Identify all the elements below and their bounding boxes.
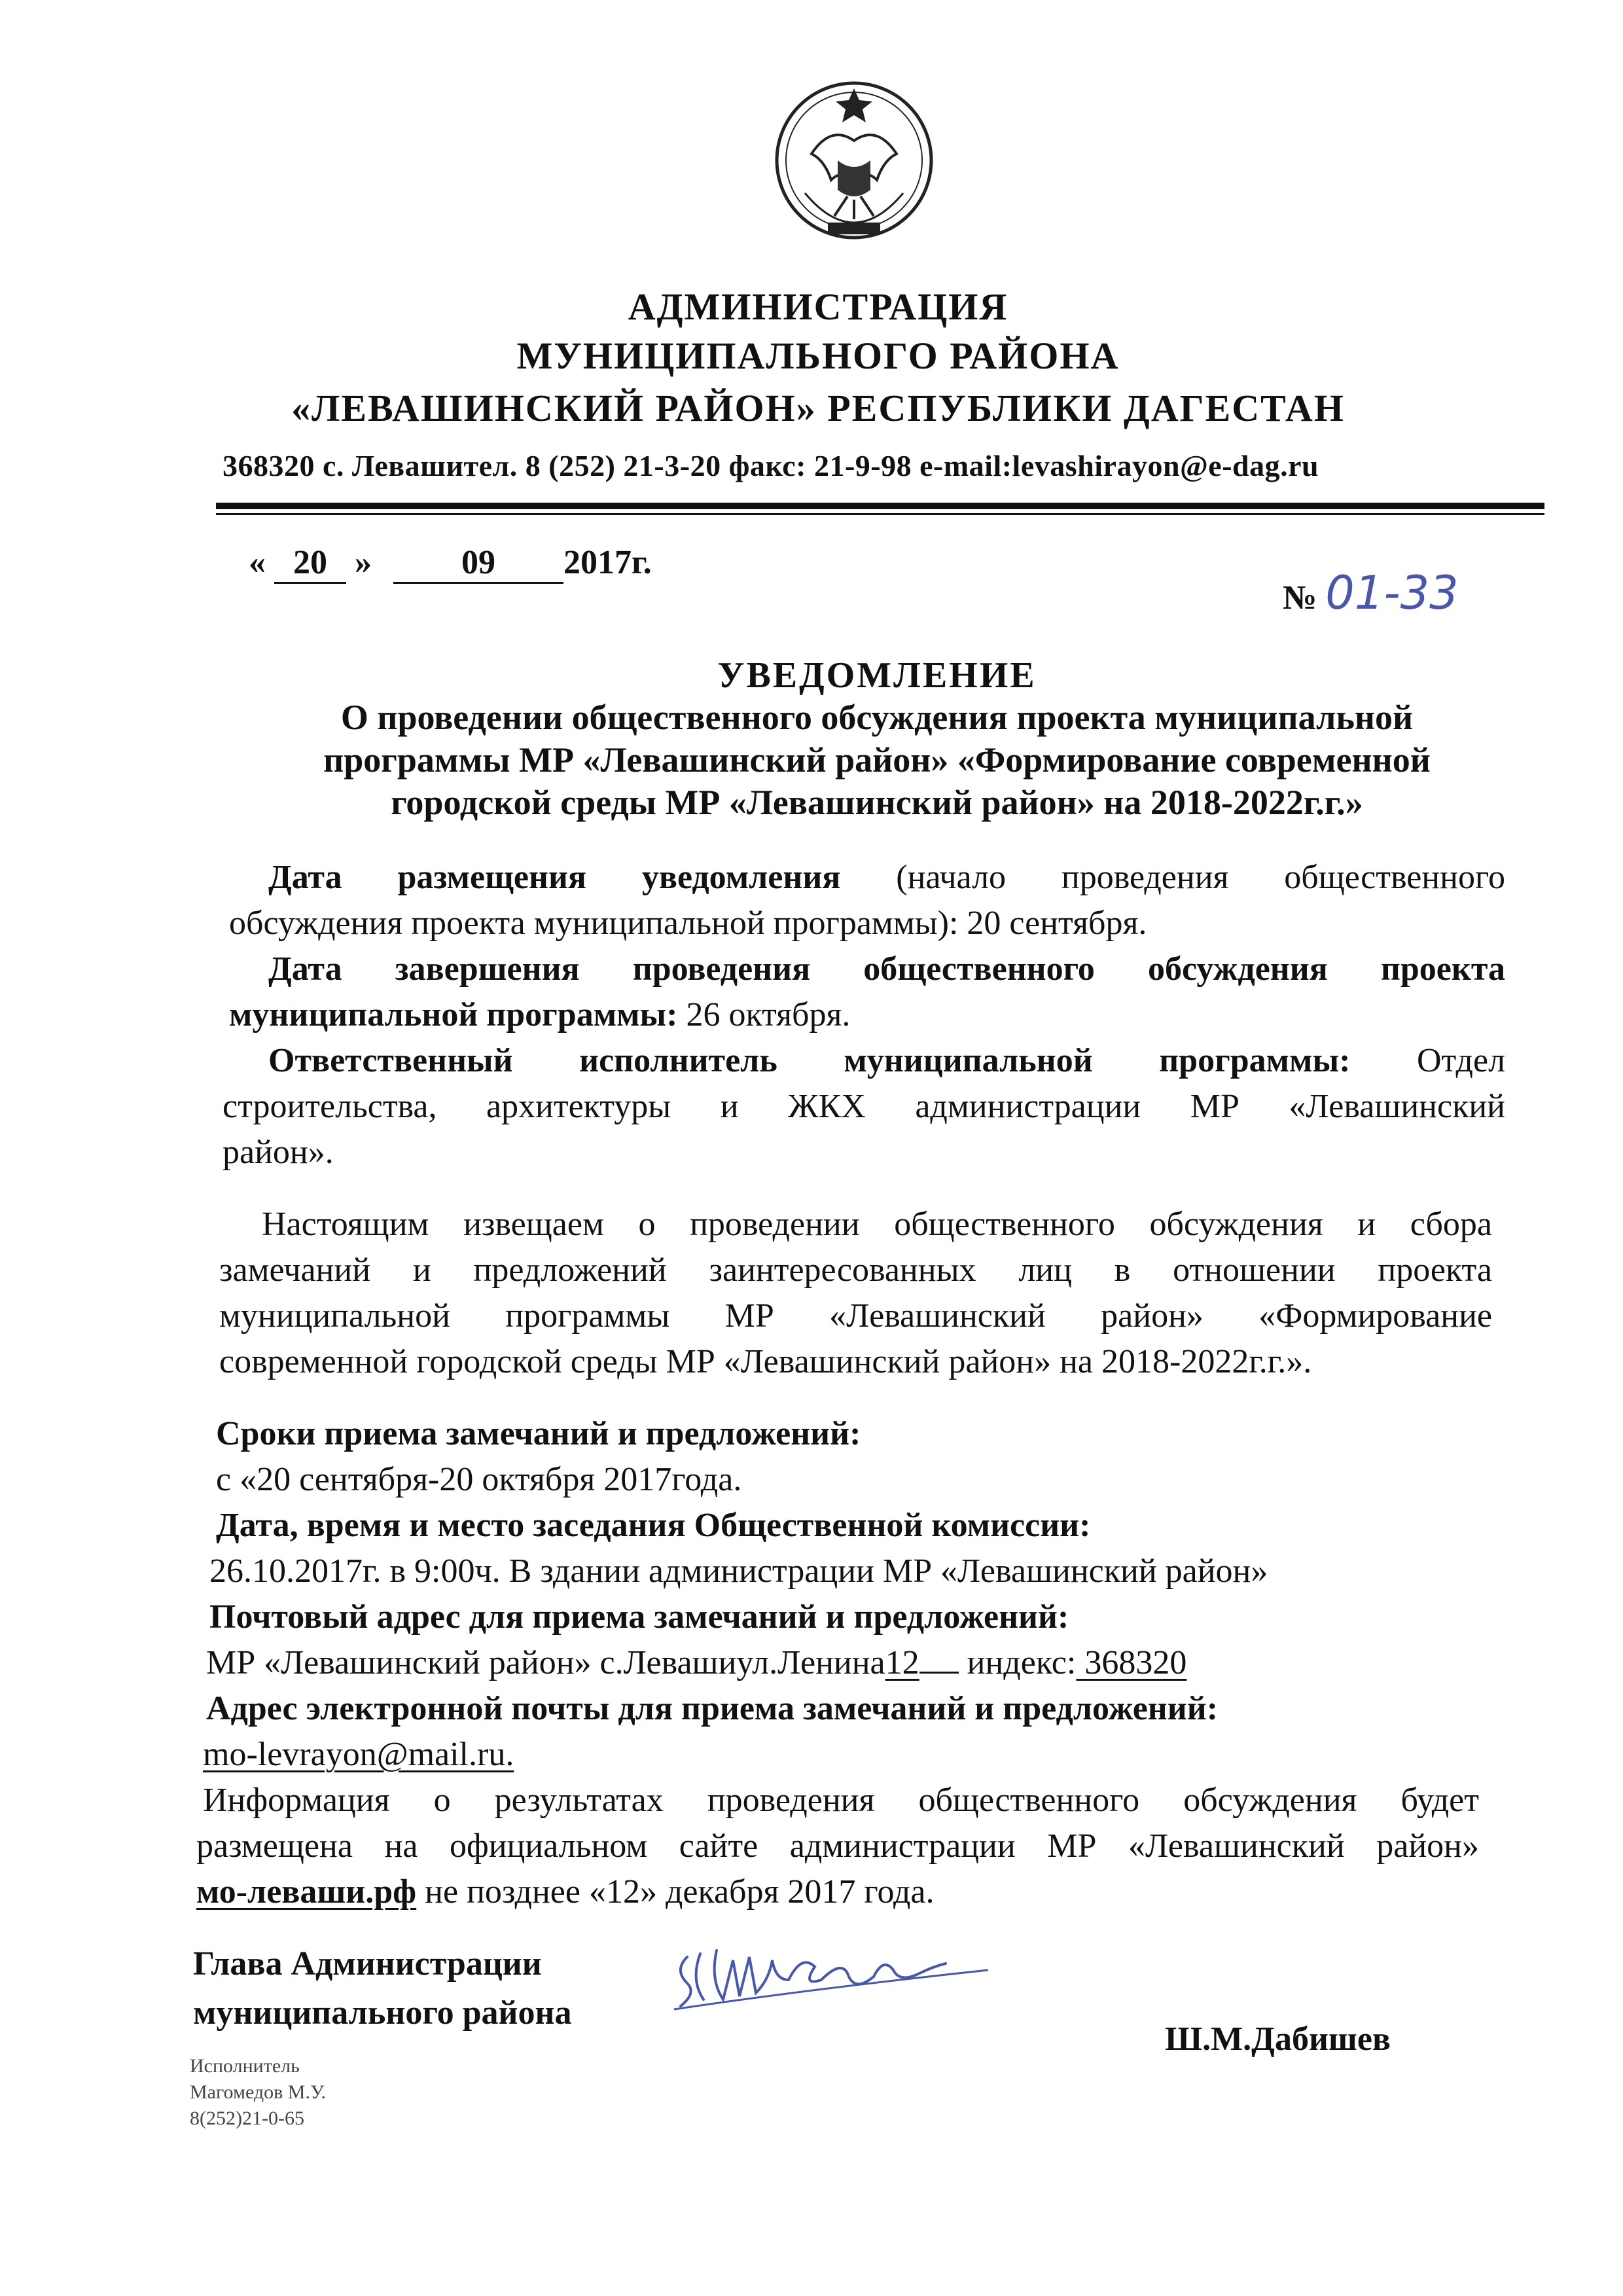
document-date <box>249 543 652 584</box>
completion-date-line-2 <box>229 992 850 1039</box>
org-name-line-3: «ЛЕВАШИНСКИЙ РАЙОН» РЕСПУБЛИКИ ДАГЕСТАН <box>291 387 1345 429</box>
notice-subject-line-1: О проведении общественного обсуждения проекта муниципальной <box>340 698 1414 737</box>
terms-label: Сроки приема замечаний и предложений: <box>216 1415 861 1452</box>
responsible-line-1 <box>268 1037 1505 1085</box>
postal-index: 368320 <box>1076 1644 1187 1681</box>
contact-line: 368320 с. Левашител. 8 (252) 21-3-20 факс: 21-9-98 e-mail:levashirayon@e-dag.ru <box>223 449 1319 482</box>
info-line-2: размещена на официальном сайте администрации МР «Левашинский район» <box>196 1827 1479 1865</box>
responsible-line-3: район». <box>223 1134 334 1171</box>
notice-subject-line-2: программы МР «Левашинский район» «Формирование современной <box>323 740 1431 780</box>
completion-date-value: 26 октября. <box>686 996 851 1033</box>
info-line-1: Информация о результатах проведения общественного обсуждения будет <box>203 1782 1479 1819</box>
executor-phone: 8(252)21-0-65 <box>190 2108 304 2129</box>
postal-house-number: 12 <box>885 1644 919 1681</box>
info-line-3 <box>196 1869 934 1916</box>
notice-heading: УВЕДОМЛЕНИЕ <box>717 655 1037 696</box>
notice-paragraph-line-3: муниципальной программы МР «Левашинский район» «Формирование <box>219 1297 1492 1335</box>
official-site-link: мо-леваши.рф <box>196 1873 417 1910</box>
meeting-value: 26.10.2017г. в 9:00ч. В здании администрации МР «Левашинский район» <box>209 1552 1268 1590</box>
org-name-line-1: АДМИНИСТРАЦИЯ <box>628 285 1008 328</box>
header-divider-thick <box>216 503 1544 509</box>
signatory-position-line-1: Глава Администрации <box>193 1945 542 1982</box>
completion-date-label: муниципальной программы: <box>229 996 678 1033</box>
responsible-text: Отдел <box>1416 1042 1506 1079</box>
date-day: 20 <box>274 543 346 584</box>
email-label: Адрес электронной почты для приема замечаний и предложений: <box>206 1690 1219 1727</box>
header-divider-thin <box>216 513 1544 515</box>
document-number <box>1283 566 1459 620</box>
org-name-line-2: МУНИЦИПАЛЬНОГО РАЙОНА <box>516 334 1120 377</box>
postal-value <box>206 1640 1186 1687</box>
executor-name: Магомедов М.У. <box>190 2081 326 2103</box>
responsible-line-2: строительства, архитектуры и ЖКХ администрации МР «Левашинский <box>223 1088 1505 1125</box>
placement-date-label: Дата размещения уведомления <box>268 859 841 896</box>
responsible-label: Ответственный исполнитель муниципальной программы: <box>268 1042 1351 1079</box>
signatory-position-line-2: муниципального района <box>193 1994 572 2032</box>
postal-label: Почтовый адрес для приема замечаний и предложений: <box>209 1598 1069 1636</box>
placement-date-line-1 <box>268 854 1505 901</box>
info-deadline: не позднее «12» декабря 2017 года. <box>416 1873 935 1910</box>
number-handwritten: 01-33 <box>1325 566 1459 620</box>
handwritten-signature <box>661 1931 1001 2029</box>
executor-label: Исполнитель <box>190 2055 300 2077</box>
date-month: 09 <box>393 543 563 584</box>
notice-paragraph-line-2: замечаний и предложений заинтересованных лиц в отношении проекта <box>219 1251 1492 1289</box>
completion-date-line-1: Дата завершения проведения общественного обсуждения проекта <box>268 950 1505 988</box>
date-quote-open: « <box>249 544 266 581</box>
email-value <box>203 1731 514 1778</box>
notice-paragraph-line-4: современной городской среды МР «Левашинский район» на 2018-2022г.г.». <box>219 1343 1312 1380</box>
placement-date-text: (начало проведения общественного <box>896 859 1505 896</box>
terms-value: с «20 сентября-20 октября 2017года. <box>216 1461 742 1498</box>
dagestan-emblem <box>766 62 942 252</box>
notice-subject-line-3: городской среды МР «Левашинский район» на 2018-2022г.г.» <box>391 783 1363 822</box>
placement-date-line-2: обсуждения проекта муниципальной программы): 20 сентября. <box>229 905 1147 942</box>
signatory-name: Ш.М.Дабишев <box>1165 2020 1391 2058</box>
email-address: mo-levrayon@mail.ru. <box>203 1736 514 1773</box>
postal-index-label: индекс: <box>967 1644 1077 1681</box>
number-label: № <box>1283 579 1317 617</box>
meeting-label: Дата, время и место заседания Общественной комиссии: <box>216 1507 1091 1544</box>
date-quote-close: » <box>355 544 372 581</box>
date-year: 2017г. <box>563 544 652 581</box>
notice-paragraph-line-1: Настоящим извещаем о проведении общественного обсуждения и сбора <box>262 1206 1492 1243</box>
postal-address: МР «Левашинский район» с.Левашиул.Ленина <box>206 1644 885 1681</box>
